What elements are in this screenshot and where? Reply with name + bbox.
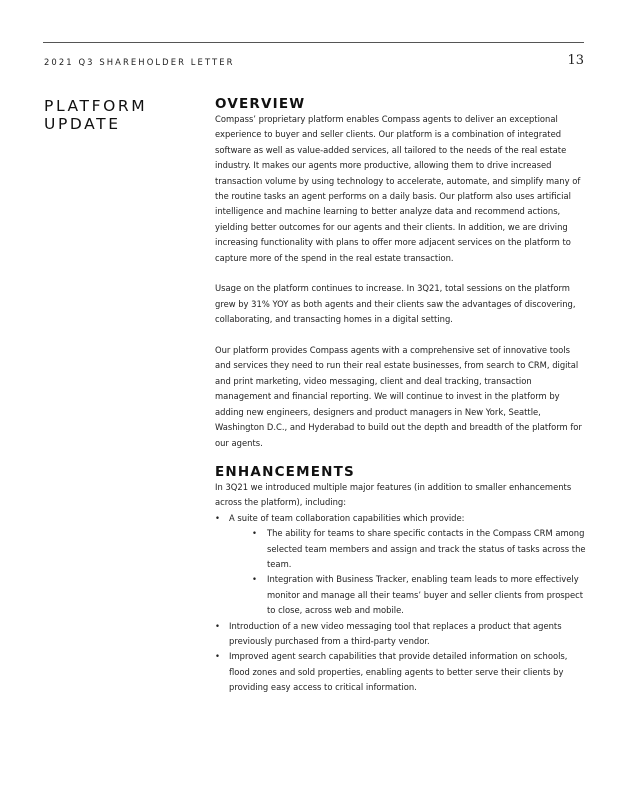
- enhancements-list: [215, 511, 587, 696]
- list-item: [215, 619, 587, 650]
- list-item-text: Improved agent search capabilities that provide detailed information on schools, flood zones and sold properties, enabling agents to better serve their clients by providing easy access to critical information.: [229, 651, 568, 693]
- section-title-line-2: UPDATE: [44, 115, 121, 133]
- running-title: 2021 Q3 SHAREHOLDER LETTER: [44, 57, 235, 67]
- list-item-text: The ability for teams to share specific contacts in the Compass CRM among selected team members and assign and track the status of tasks across the team.: [267, 528, 586, 569]
- list-item-text: Introduction of a new video messaging tool that replaces a product that agents previously purchased from a third-party vendor.: [229, 620, 562, 646]
- section-title-line-1: PLATFORM: [44, 97, 148, 115]
- list-item: [215, 511, 587, 526]
- section-title: [44, 97, 147, 133]
- enhancements-heading: ENHANCEMENTS: [215, 463, 355, 480]
- overview-paragraph-1: Compass’ proprietary platform enables Compass agents to deliver an exceptional experience to buyer and seller clients. Our platform is a combination of integrated software as well as value-added services, all tailored to the needs of the real estate industry. It makes our agents more productive, allowing them to drive increased transaction volume by using technology to accelerate, automate, and simplify many of the routine tasks an agent performs on a daily basis. Our platform also uses artificial intelligence and machine learning to better analyze data and recommend actions, yielding better outcomes for our agents and their clients. In addition, we are driving increasing functionality with plans to offer more adjacent services on the platform to capture more of the spend in the real estate transaction.: [215, 114, 581, 263]
- list-item-text: A suite of team collaboration capabilities which provide:: [229, 512, 465, 523]
- enhancements-intro: In 3Q21 we introduced multiple major features (in addition to smaller enhancements across the platform), including:: [215, 481, 572, 508]
- main-content: [215, 96, 587, 696]
- overview-paragraph-3: Our platform provides Compass agents with a comprehensive set of innovative tools and services they need to run their real estate businesses, from search to CRM, digital and print marketing, video messaging, client and deal tracking, transaction management and financial reporting. We will continue to invest in the platform by adding new engineers, designers and product managers in New York, Seattle, Washington D.C., and Hyderabad to build out the depth and breadth of the platform for our agents.: [215, 345, 582, 448]
- bullet: •: [252, 574, 257, 585]
- bullet: •: [215, 512, 220, 523]
- overview-paragraph-2: Usage on the platform continues to increase. In 3Q21, total sessions on the platform grew by 31% YOY as both agents and their clients saw the advantages of discovering, collaborating, and transacting homes in a digital setting.: [215, 283, 576, 325]
- list-item: [215, 526, 587, 572]
- bullet: •: [215, 620, 220, 631]
- list-item: [215, 649, 587, 695]
- list-item-text: Integration with Business Tracker, enabling team leads to more effectively monitor and manage all their teams’ buyer and seller clients from prospect to close, across web and mobile.: [267, 574, 584, 616]
- page-number: 13: [567, 53, 584, 68]
- header-rule: [43, 42, 584, 43]
- list-item: [215, 572, 587, 618]
- bullet: •: [215, 651, 220, 662]
- bullet: •: [252, 528, 257, 539]
- overview-heading: OVERVIEW: [215, 96, 306, 112]
